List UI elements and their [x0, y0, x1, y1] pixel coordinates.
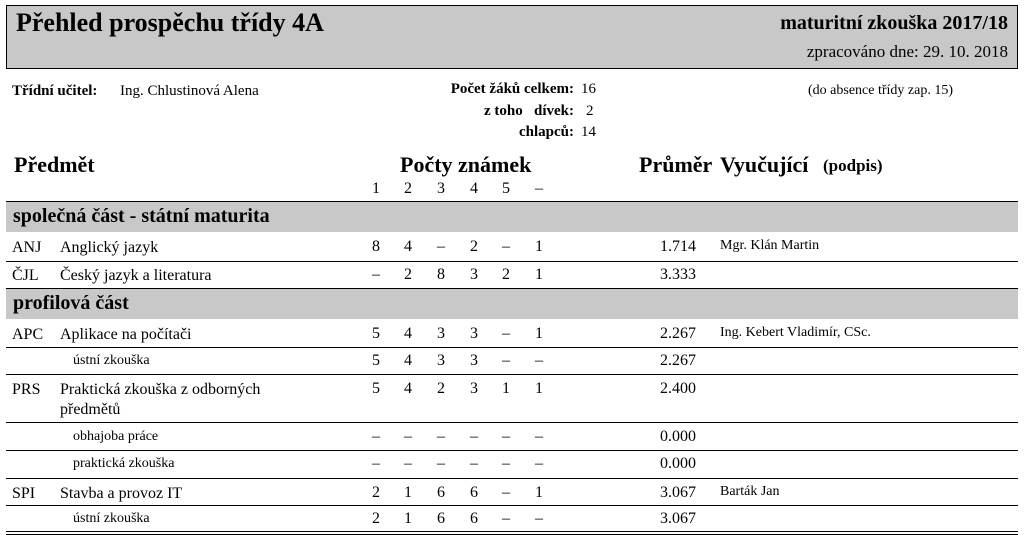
grade-count-3: – — [437, 428, 445, 445]
grade-count-4: – — [470, 455, 478, 472]
grade-count-none: 1 — [535, 238, 543, 255]
processed-date: zpracováno dne: 29. 10. 2018 — [806, 42, 1008, 61]
class-teacher-name: Ing. Chlustinová Alena — [120, 83, 259, 99]
row-divider — [6, 450, 1018, 451]
subject-name: obhajoba práce — [73, 429, 159, 444]
grade-count-4: 6 — [470, 510, 478, 527]
subject-name: praktická zkouška — [73, 456, 175, 471]
grade-count-1: 2 — [372, 510, 380, 527]
grade-count-5: – — [502, 238, 510, 255]
grade-count-2: 2 — [404, 266, 412, 283]
grade-count-4: 3 — [470, 352, 478, 369]
grade-label-3: 3 — [437, 180, 445, 197]
grade-count-4: 3 — [470, 266, 478, 283]
grade-count-1: – — [372, 455, 380, 472]
grade-count-none: – — [535, 510, 543, 527]
grade-count-1: 5 — [372, 352, 380, 369]
total-students-value: 16 — [581, 81, 596, 97]
average-value: 0.000 — [660, 455, 696, 472]
exam-label: maturitní zkouška 2017/18 — [780, 12, 1008, 34]
average-value: 1.714 — [660, 238, 696, 255]
grade-count-1: 5 — [372, 380, 380, 397]
grade-count-none: – — [535, 455, 543, 472]
row-divider — [6, 505, 1018, 506]
subject-code: ČJL — [12, 267, 39, 284]
grade-count-3: 3 — [437, 325, 445, 342]
class-teacher-label: Třídní učitel: — [12, 83, 98, 99]
row-divider — [6, 261, 1018, 262]
grade-count-2: 4 — [404, 238, 412, 255]
girls-label: z toho dívek: — [484, 103, 574, 119]
grade-count-5: – — [502, 510, 510, 527]
grade-count-3: 8 — [437, 266, 445, 283]
subject-name: ústní zkouška — [73, 353, 150, 368]
grade-count-3: 6 — [437, 510, 445, 527]
grade-count-4: 3 — [470, 380, 478, 397]
grade-count-4: 2 — [470, 238, 478, 255]
grade-count-2: 4 — [404, 352, 412, 369]
subject-name: Aplikace na počítači — [60, 326, 192, 343]
average-value: 2.267 — [660, 325, 696, 342]
teacher-name: Ing. Kebert Vladimír, CSc. — [720, 325, 871, 340]
total-students-label: Počet žáků celkem: — [450, 81, 574, 97]
boys-value: 14 — [581, 124, 596, 140]
subject-name: Český jazyk a literatura — [60, 267, 212, 284]
section-profile — [6, 288, 1018, 319]
subject-code: ANJ — [12, 239, 42, 256]
teacher-name: Mgr. Klán Martin — [720, 238, 820, 253]
subject-code: PRS — [12, 381, 41, 398]
subject-name: Anglický jazyk — [60, 239, 159, 256]
row-divider — [6, 531, 1018, 532]
grade-count-none: – — [535, 428, 543, 445]
grade-count-4: – — [470, 428, 478, 445]
subject-code: SPI — [12, 485, 36, 502]
subject-column-header: Předmět — [14, 152, 95, 177]
grades-column-header: Počty známek — [400, 152, 532, 177]
grade-count-5: – — [502, 428, 510, 445]
signature-note: (podpis) — [823, 156, 883, 175]
grade-count-1: – — [372, 428, 380, 445]
grade-count-2: 1 — [404, 510, 412, 527]
section-common — [6, 201, 1018, 232]
grade-count-5: – — [502, 325, 510, 342]
subject-code: APC — [12, 326, 44, 343]
grade-count-1: 2 — [372, 484, 380, 501]
grade-count-none: 1 — [535, 484, 543, 501]
teacher-column-header: Vyučující — [720, 152, 809, 177]
grade-count-2: 4 — [404, 380, 412, 397]
grade-count-none: – — [535, 352, 543, 369]
grade-count-none: 1 — [535, 380, 543, 397]
girls-value: 2 — [586, 103, 594, 119]
row-divider — [6, 422, 1018, 423]
grade-count-3: 6 — [437, 484, 445, 501]
grade-count-2: – — [404, 428, 412, 445]
grade-count-5: – — [502, 455, 510, 472]
grade-count-3: 2 — [437, 380, 445, 397]
section-common-title: společná část - státní maturita — [13, 205, 270, 227]
grade-count-4: 6 — [470, 484, 478, 501]
average-value: 3.333 — [660, 266, 696, 283]
grade-count-5: – — [502, 352, 510, 369]
average-value: 3.067 — [660, 484, 696, 501]
subject-name: Stavba a provoz IT — [60, 485, 183, 502]
subject-name: Praktická zkouška z odborných předmětů — [60, 381, 261, 418]
average-column-header: Průměr — [639, 152, 713, 177]
grade-count-4: 3 — [470, 325, 478, 342]
grade-count-2: 1 — [404, 484, 412, 501]
grade-count-2: – — [404, 455, 412, 472]
section-profile-title: profilová část — [13, 292, 129, 314]
grade-count-2: 4 — [404, 325, 412, 342]
row-divider — [6, 347, 1018, 348]
grade-label-5: 5 — [502, 180, 510, 197]
teacher-name: Barták Jan — [720, 484, 780, 499]
report-title: Přehled prospěchu třídy 4A — [16, 8, 324, 37]
grade-count-5: – — [502, 484, 510, 501]
table-bottom-border — [6, 534, 1018, 535]
average-value: 2.267 — [660, 352, 696, 369]
grade-count-1: – — [372, 266, 380, 283]
grade-count-none: 1 — [535, 266, 543, 283]
grade-count-5: 2 — [502, 266, 510, 283]
average-value: 2.400 — [660, 380, 696, 397]
boys-label: chlapců: — [518, 124, 574, 140]
grade-count-1: 5 — [372, 325, 380, 342]
grade-label-2: 2 — [404, 180, 412, 197]
row-divider — [6, 374, 1018, 375]
row-divider — [6, 478, 1018, 479]
grade-count-3: 3 — [437, 352, 445, 369]
average-value: 3.067 — [660, 510, 696, 527]
absence-note: (do absence třídy zap. 15) — [808, 83, 953, 98]
grade-label-none: – — [535, 180, 543, 197]
subject-name: ústní zkouška — [73, 511, 150, 526]
grade-count-5: 1 — [502, 380, 510, 397]
grade-label-4: 4 — [470, 180, 478, 197]
average-value: 0.000 — [660, 428, 696, 445]
grade-count-3: – — [437, 455, 445, 472]
grade-count-1: 8 — [372, 238, 380, 255]
grade-count-3: – — [437, 238, 445, 255]
grade-count-none: 1 — [535, 325, 543, 342]
grade-label-1: 1 — [372, 180, 380, 197]
